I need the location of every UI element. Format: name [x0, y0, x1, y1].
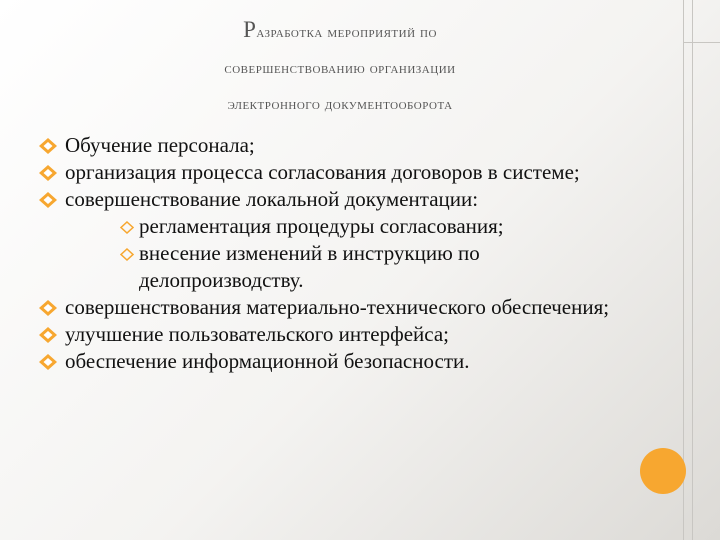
- sub-bullet-item: [0, 213, 640, 240]
- sub-bullet-item: [0, 240, 640, 294]
- diamond-bullet-icon: [39, 300, 57, 316]
- bullet-item: [0, 186, 640, 213]
- diamond-bullet-icon: [39, 327, 57, 343]
- frame-line-horizontal: [683, 42, 720, 43]
- diamond-bullet-icon: [39, 165, 57, 181]
- bullet-text: обеспечение информационной безопасности.: [65, 349, 470, 373]
- bullet-text: внесение изменений в инструкцию по делопроизводству.: [139, 241, 480, 292]
- title-line: [60, 12, 620, 51]
- title-line: [60, 87, 620, 123]
- hollow-diamond-bullet-icon: [120, 248, 134, 261]
- title-initial: Р: [243, 17, 257, 42]
- bullet-item: [0, 348, 640, 375]
- title-line: [60, 51, 620, 87]
- bullet-item: [0, 294, 640, 321]
- bullet-text: организация процесса согласования договоров в системе;: [65, 160, 580, 184]
- diamond-bullet-icon: [39, 192, 57, 208]
- bullet-text: регламентация процедуры согласования;: [139, 214, 504, 238]
- bullet-item: [0, 159, 640, 186]
- diamond-bullet-icon: [39, 138, 57, 154]
- frame-line-vertical: [692, 0, 693, 540]
- bullet-text: совершенствование локальной документации:: [65, 187, 479, 211]
- bullet-item: [0, 132, 640, 159]
- bullet-text: совершенствования материально-технического обеспечения;: [65, 295, 610, 319]
- title-line-text: совершенствованию организации: [224, 60, 456, 77]
- slide-title: [60, 12, 620, 123]
- title-line-text: азработка мероприятий по: [256, 24, 437, 41]
- hollow-diamond-bullet-icon: [120, 221, 134, 234]
- title-line-text: электронного документооборота: [227, 96, 453, 113]
- bullet-item: [0, 321, 640, 348]
- bullet-text: улучшение пользовательского интерфейса;: [65, 322, 449, 346]
- decorative-circle: [640, 448, 686, 494]
- bullet-list: [0, 132, 640, 375]
- bullet-text: Обучение персонала;: [65, 133, 255, 157]
- diamond-bullet-icon: [39, 354, 57, 370]
